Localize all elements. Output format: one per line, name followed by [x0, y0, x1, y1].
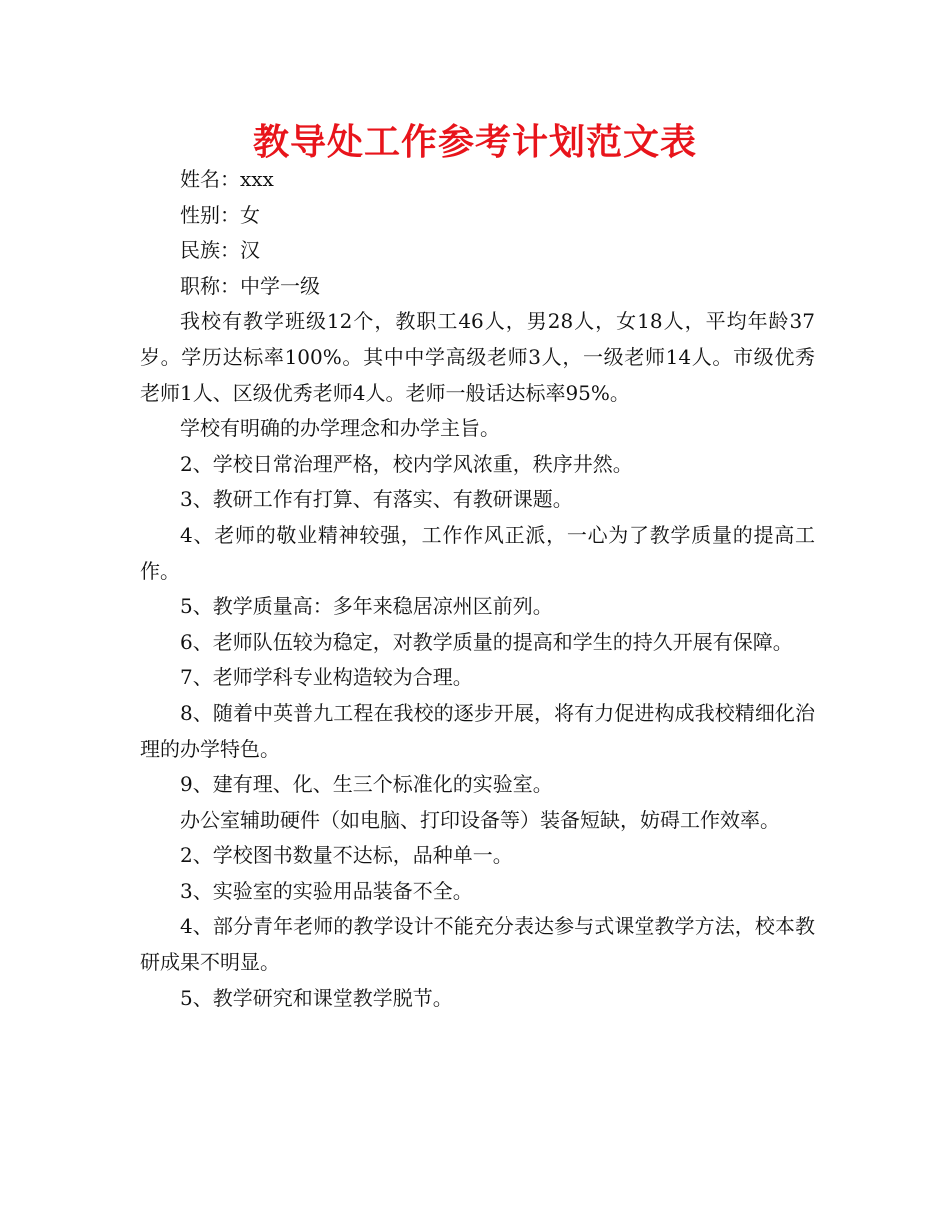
- strength-item: 5、教学质量高：多年来稳居凉州区前列。: [180, 594, 553, 619]
- strength-item: 9、建有理、化、生三个标准化的实验室。: [180, 772, 553, 797]
- strength-item: 7、老师学科专业构造较为合理。: [180, 665, 473, 690]
- weakness-item: 4、部分青年老师的教学设计不能充分表达参与式课堂教学方法，校本教研成果不明显。: [140, 914, 815, 975]
- strength-item: 学校有明确的办学理念和办学主旨。: [180, 416, 500, 441]
- weakness-item: 办公室辅助硬件（如电脑、打印设备等）装备短缺，妨碍工作效率。: [180, 807, 780, 832]
- info-gender: 性别：女: [180, 202, 260, 227]
- strength-item: 4、老师的敬业精神较强，工作作风正派，一心为了教学质量的提高工作。: [140, 522, 815, 583]
- strength-item: 3、教研工作有打算、有落实、有教研课题。: [180, 487, 573, 512]
- weakness-item: 3、实验室的实验用品装备不全。: [180, 878, 473, 903]
- weakness-item: 5、教学研究和课堂教学脱节。: [180, 985, 453, 1010]
- school-overview-paragraph: 我校有教学班级12个，教职工46人，男28人，女18人，平均年龄37岁。学历达标率100%。其中中学高级老师3人，一级老师14人。市级优秀老师1人、区级优秀老师4人。老师一般话达标率95%。: [140, 309, 815, 405]
- info-ethnicity: 民族：汉: [180, 238, 260, 263]
- document-title: 教导处工作参考计划范文表: [252, 122, 697, 163]
- strength-item: 8、随着中英普九工程在我校的逐步开展，将有力促进构成我校精细化治理的办学特色。: [140, 700, 815, 761]
- info-name: 姓名：xxx: [180, 167, 274, 191]
- document-body: [140, 162, 815, 1016]
- weakness-item: 2、学校图书数量不达标，品种单一。: [180, 843, 513, 868]
- info-title: 职称：中学一级: [180, 273, 320, 298]
- strength-item: 2、学校日常治理严格，校内学风浓重，秩序井然。: [180, 451, 633, 476]
- strength-item: 6、老师队伍较为稳定，对教学质量的提高和学生的持久开展有保障。: [180, 629, 793, 654]
